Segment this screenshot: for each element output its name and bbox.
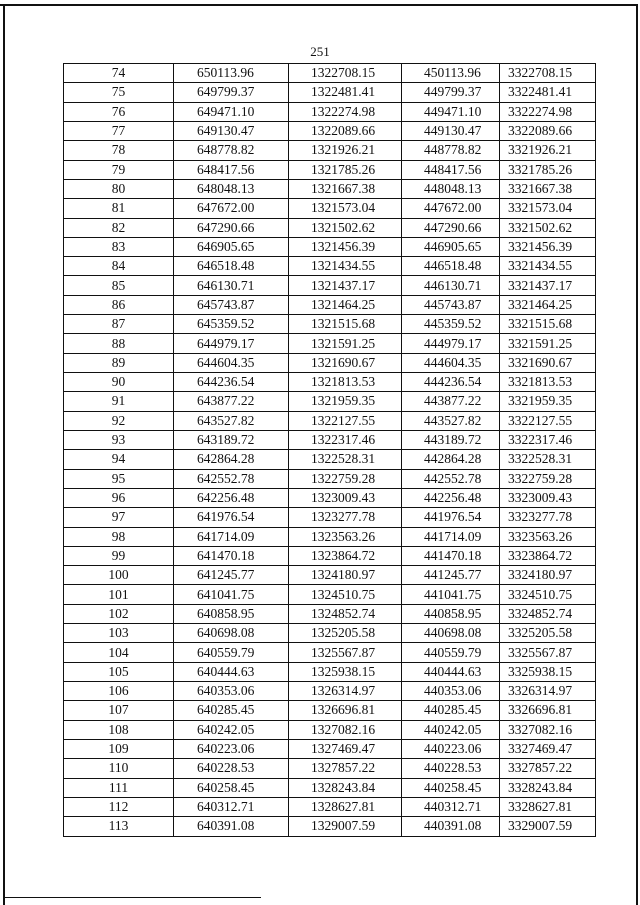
point-number-cell: 91 (64, 392, 174, 411)
x-coordinate-cell: 642864.28 (174, 450, 289, 469)
table-row (64, 546, 596, 565)
y-coordinate-cell: 1325567.87 (289, 643, 402, 662)
x-coordinate-cell: 648417.56 (174, 160, 289, 179)
x2-coordinate-cell: 447672.00 (402, 199, 500, 218)
y-coordinate-cell: 1321926.21 (289, 141, 402, 160)
x-coordinate-cell: 640242.05 (174, 720, 289, 739)
x-coordinate-cell: 641714.09 (174, 527, 289, 546)
x2-coordinate-cell: 447290.66 (402, 218, 500, 237)
table-row (64, 199, 596, 218)
x-coordinate-cell: 640312.71 (174, 797, 289, 816)
point-number-cell: 109 (64, 739, 174, 758)
table-row (64, 643, 596, 662)
y2-coordinate-cell: 3321434.55 (500, 257, 596, 276)
x-coordinate-cell: 641041.75 (174, 585, 289, 604)
point-number-cell: 89 (64, 353, 174, 372)
y-coordinate-cell: 1328627.81 (289, 797, 402, 816)
x-coordinate-cell: 646130.71 (174, 276, 289, 295)
x2-coordinate-cell: 440312.71 (402, 797, 500, 816)
y-coordinate-cell: 1327857.22 (289, 759, 402, 778)
table-row (64, 179, 596, 198)
table-row (64, 430, 596, 449)
table-row (64, 604, 596, 623)
x-coordinate-cell: 640858.95 (174, 604, 289, 623)
point-number-cell: 83 (64, 237, 174, 256)
point-number-cell: 87 (64, 315, 174, 334)
table-row (64, 527, 596, 546)
x2-coordinate-cell: 440285.45 (402, 701, 500, 720)
table-row (64, 276, 596, 295)
y-coordinate-cell: 1329007.59 (289, 817, 402, 836)
x2-coordinate-cell: 445359.52 (402, 315, 500, 334)
point-number-cell: 102 (64, 604, 174, 623)
x2-coordinate-cell: 441976.54 (402, 508, 500, 527)
y-coordinate-cell: 1324852.74 (289, 604, 402, 623)
point-number-cell: 100 (64, 566, 174, 585)
point-number-cell: 97 (64, 508, 174, 527)
x-coordinate-cell: 643189.72 (174, 430, 289, 449)
point-number-cell: 93 (64, 430, 174, 449)
y2-coordinate-cell: 3325938.15 (500, 662, 596, 681)
table-row (64, 411, 596, 430)
x-coordinate-cell: 646905.65 (174, 237, 289, 256)
x-coordinate-cell: 649471.10 (174, 102, 289, 121)
table-row (64, 160, 596, 179)
y2-coordinate-cell: 3325567.87 (500, 643, 596, 662)
table-row (64, 585, 596, 604)
x2-coordinate-cell: 440444.63 (402, 662, 500, 681)
x-coordinate-cell: 640698.08 (174, 624, 289, 643)
y-coordinate-cell: 1326314.97 (289, 682, 402, 701)
point-number-cell: 76 (64, 102, 174, 121)
x2-coordinate-cell: 440228.53 (402, 759, 500, 778)
point-number-cell: 108 (64, 720, 174, 739)
y-coordinate-cell: 1327082.16 (289, 720, 402, 739)
table-row (64, 373, 596, 392)
x-coordinate-cell: 644604.35 (174, 353, 289, 372)
x2-coordinate-cell: 444604.35 (402, 353, 500, 372)
y-coordinate-cell: 1321464.25 (289, 295, 402, 314)
y-coordinate-cell: 1321813.53 (289, 373, 402, 392)
x2-coordinate-cell: 442256.48 (402, 488, 500, 507)
point-number-cell: 111 (64, 778, 174, 797)
x2-coordinate-cell: 444979.17 (402, 334, 500, 353)
y-coordinate-cell: 1323563.26 (289, 527, 402, 546)
y2-coordinate-cell: 3323864.72 (500, 546, 596, 565)
y2-coordinate-cell: 3322317.46 (500, 430, 596, 449)
y2-coordinate-cell: 3324510.75 (500, 585, 596, 604)
y2-coordinate-cell: 3321456.39 (500, 237, 596, 256)
point-number-cell: 105 (64, 662, 174, 681)
x2-coordinate-cell: 440698.08 (402, 624, 500, 643)
table-row (64, 682, 596, 701)
y-coordinate-cell: 1321434.55 (289, 257, 402, 276)
x2-coordinate-cell: 449130.47 (402, 121, 500, 140)
x-coordinate-cell: 641245.77 (174, 566, 289, 585)
x2-coordinate-cell: 440242.05 (402, 720, 500, 739)
point-number-cell: 112 (64, 797, 174, 816)
x-coordinate-cell: 640258.45 (174, 778, 289, 797)
table-row (64, 469, 596, 488)
x2-coordinate-cell: 444236.54 (402, 373, 500, 392)
table-row (64, 701, 596, 720)
point-number-cell: 98 (64, 527, 174, 546)
y2-coordinate-cell: 3321690.67 (500, 353, 596, 372)
x-coordinate-cell: 642256.48 (174, 488, 289, 507)
table-row (64, 295, 596, 314)
table-row (64, 797, 596, 816)
point-number-cell: 110 (64, 759, 174, 778)
footnote-rule (3, 897, 261, 898)
x2-coordinate-cell: 442864.28 (402, 450, 500, 469)
y2-coordinate-cell: 3322089.66 (500, 121, 596, 140)
coordinates-table-body (64, 64, 596, 837)
point-number-cell: 78 (64, 141, 174, 160)
x-coordinate-cell: 640391.08 (174, 817, 289, 836)
point-number-cell: 90 (64, 373, 174, 392)
y2-coordinate-cell: 3323563.26 (500, 527, 596, 546)
y-coordinate-cell: 1322127.55 (289, 411, 402, 430)
point-number-cell: 74 (64, 64, 174, 83)
y2-coordinate-cell: 3324852.74 (500, 604, 596, 623)
page-frame-right-border (636, 4, 638, 905)
x2-coordinate-cell: 441714.09 (402, 527, 500, 546)
x-coordinate-cell: 645743.87 (174, 295, 289, 314)
x2-coordinate-cell: 441245.77 (402, 566, 500, 585)
point-number-cell: 85 (64, 276, 174, 295)
table-row (64, 624, 596, 643)
y2-coordinate-cell: 3326314.97 (500, 682, 596, 701)
x2-coordinate-cell: 448417.56 (402, 160, 500, 179)
y2-coordinate-cell: 3324180.97 (500, 566, 596, 585)
x2-coordinate-cell: 449471.10 (402, 102, 500, 121)
y2-coordinate-cell: 3322127.55 (500, 411, 596, 430)
point-number-cell: 107 (64, 701, 174, 720)
y-coordinate-cell: 1327469.47 (289, 739, 402, 758)
y-coordinate-cell: 1321690.67 (289, 353, 402, 372)
y2-coordinate-cell: 3321573.04 (500, 199, 596, 218)
y-coordinate-cell: 1321515.68 (289, 315, 402, 334)
x2-coordinate-cell: 443189.72 (402, 430, 500, 449)
x-coordinate-cell: 640444.63 (174, 662, 289, 681)
y-coordinate-cell: 1328243.84 (289, 778, 402, 797)
x-coordinate-cell: 644979.17 (174, 334, 289, 353)
x2-coordinate-cell: 448778.82 (402, 141, 500, 160)
page-frame-left-border (3, 4, 5, 905)
x2-coordinate-cell: 440223.06 (402, 739, 500, 758)
point-number-cell: 106 (64, 682, 174, 701)
x-coordinate-cell: 641470.18 (174, 546, 289, 565)
table-row (64, 817, 596, 836)
point-number-cell: 101 (64, 585, 174, 604)
y2-coordinate-cell: 3325205.58 (500, 624, 596, 643)
x2-coordinate-cell: 443527.82 (402, 411, 500, 430)
y2-coordinate-cell: 3328627.81 (500, 797, 596, 816)
point-number-cell: 79 (64, 160, 174, 179)
point-number-cell: 94 (64, 450, 174, 469)
y-coordinate-cell: 1322528.31 (289, 450, 402, 469)
x-coordinate-cell: 642552.78 (174, 469, 289, 488)
y2-coordinate-cell: 3321437.17 (500, 276, 596, 295)
point-number-cell: 99 (64, 546, 174, 565)
y2-coordinate-cell: 3328243.84 (500, 778, 596, 797)
x2-coordinate-cell: 442552.78 (402, 469, 500, 488)
x-coordinate-cell: 649799.37 (174, 83, 289, 102)
point-number-cell: 96 (64, 488, 174, 507)
y2-coordinate-cell: 3321515.68 (500, 315, 596, 334)
x2-coordinate-cell: 450113.96 (402, 64, 500, 83)
y2-coordinate-cell: 3322528.31 (500, 450, 596, 469)
point-number-cell: 84 (64, 257, 174, 276)
x2-coordinate-cell: 448048.13 (402, 179, 500, 198)
x-coordinate-cell: 644236.54 (174, 373, 289, 392)
x-coordinate-cell: 643877.22 (174, 392, 289, 411)
x2-coordinate-cell: 446130.71 (402, 276, 500, 295)
y2-coordinate-cell: 3327469.47 (500, 739, 596, 758)
y-coordinate-cell: 1324510.75 (289, 585, 402, 604)
y-coordinate-cell: 1325938.15 (289, 662, 402, 681)
y-coordinate-cell: 1321959.35 (289, 392, 402, 411)
point-number-cell: 75 (64, 83, 174, 102)
point-number-cell: 88 (64, 334, 174, 353)
y-coordinate-cell: 1321456.39 (289, 237, 402, 256)
y-coordinate-cell: 1321667.38 (289, 179, 402, 198)
table-row (64, 83, 596, 102)
x2-coordinate-cell: 440353.06 (402, 682, 500, 701)
point-number-cell: 92 (64, 411, 174, 430)
table-row (64, 102, 596, 121)
table-row (64, 566, 596, 585)
y2-coordinate-cell: 3327857.22 (500, 759, 596, 778)
table-row (64, 720, 596, 739)
y2-coordinate-cell: 3321785.26 (500, 160, 596, 179)
table-row (64, 662, 596, 681)
y2-coordinate-cell: 3323277.78 (500, 508, 596, 527)
y2-coordinate-cell: 3329007.59 (500, 817, 596, 836)
x-coordinate-cell: 648778.82 (174, 141, 289, 160)
x2-coordinate-cell: 441470.18 (402, 546, 500, 565)
y-coordinate-cell: 1322708.15 (289, 64, 402, 83)
y2-coordinate-cell: 3322759.28 (500, 469, 596, 488)
y-coordinate-cell: 1322759.28 (289, 469, 402, 488)
x-coordinate-cell: 640228.53 (174, 759, 289, 778)
y2-coordinate-cell: 3323009.43 (500, 488, 596, 507)
x-coordinate-cell: 650113.96 (174, 64, 289, 83)
x2-coordinate-cell: 440858.95 (402, 604, 500, 623)
y2-coordinate-cell: 3322481.41 (500, 83, 596, 102)
x2-coordinate-cell: 443877.22 (402, 392, 500, 411)
point-number-cell: 82 (64, 218, 174, 237)
y-coordinate-cell: 1326696.81 (289, 701, 402, 720)
y-coordinate-cell: 1321591.25 (289, 334, 402, 353)
x-coordinate-cell: 640559.79 (174, 643, 289, 662)
y-coordinate-cell: 1321573.04 (289, 199, 402, 218)
x2-coordinate-cell: 440559.79 (402, 643, 500, 662)
y-coordinate-cell: 1321437.17 (289, 276, 402, 295)
x2-coordinate-cell: 446518.48 (402, 257, 500, 276)
x2-coordinate-cell: 440258.45 (402, 778, 500, 797)
y-coordinate-cell: 1323009.43 (289, 488, 402, 507)
x2-coordinate-cell: 445743.87 (402, 295, 500, 314)
table-row (64, 508, 596, 527)
point-number-cell: 103 (64, 624, 174, 643)
x-coordinate-cell: 640353.06 (174, 682, 289, 701)
x-coordinate-cell: 649130.47 (174, 121, 289, 140)
coordinates-table (63, 63, 596, 837)
table-row (64, 392, 596, 411)
point-number-cell: 95 (64, 469, 174, 488)
table-row (64, 315, 596, 334)
y-coordinate-cell: 1324180.97 (289, 566, 402, 585)
table-row (64, 450, 596, 469)
y-coordinate-cell: 1322481.41 (289, 83, 402, 102)
y-coordinate-cell: 1322089.66 (289, 121, 402, 140)
table-row (64, 488, 596, 507)
x-coordinate-cell: 646518.48 (174, 257, 289, 276)
table-row (64, 237, 596, 256)
table-row (64, 257, 596, 276)
y2-coordinate-cell: 3322274.98 (500, 102, 596, 121)
y2-coordinate-cell: 3322708.15 (500, 64, 596, 83)
y-coordinate-cell: 1321785.26 (289, 160, 402, 179)
table-row (64, 353, 596, 372)
point-number-cell: 77 (64, 121, 174, 140)
table-row (64, 141, 596, 160)
point-number-cell: 86 (64, 295, 174, 314)
x-coordinate-cell: 645359.52 (174, 315, 289, 334)
table-row (64, 739, 596, 758)
table-row (64, 334, 596, 353)
y2-coordinate-cell: 3321591.25 (500, 334, 596, 353)
x-coordinate-cell: 641976.54 (174, 508, 289, 527)
page-number: 251 (310, 44, 330, 59)
y2-coordinate-cell: 3327082.16 (500, 720, 596, 739)
table-row (64, 218, 596, 237)
x-coordinate-cell: 647672.00 (174, 199, 289, 218)
point-number-cell: 80 (64, 179, 174, 198)
table-row (64, 64, 596, 83)
x2-coordinate-cell: 440391.08 (402, 817, 500, 836)
x2-coordinate-cell: 441041.75 (402, 585, 500, 604)
x-coordinate-cell: 640223.06 (174, 739, 289, 758)
y2-coordinate-cell: 3321667.38 (500, 179, 596, 198)
y2-coordinate-cell: 3321926.21 (500, 141, 596, 160)
point-number-cell: 104 (64, 643, 174, 662)
x2-coordinate-cell: 449799.37 (402, 83, 500, 102)
x-coordinate-cell: 648048.13 (174, 179, 289, 198)
y2-coordinate-cell: 3326696.81 (500, 701, 596, 720)
y2-coordinate-cell: 3321464.25 (500, 295, 596, 314)
y-coordinate-cell: 1322274.98 (289, 102, 402, 121)
y-coordinate-cell: 1321502.62 (289, 218, 402, 237)
y-coordinate-cell: 1325205.58 (289, 624, 402, 643)
y2-coordinate-cell: 3321813.53 (500, 373, 596, 392)
x-coordinate-cell: 640285.45 (174, 701, 289, 720)
table-row (64, 121, 596, 140)
page-frame-top-border (0, 4, 638, 6)
y2-coordinate-cell: 3321959.35 (500, 392, 596, 411)
table-row (64, 759, 596, 778)
y2-coordinate-cell: 3321502.62 (500, 218, 596, 237)
y-coordinate-cell: 1323864.72 (289, 546, 402, 565)
y-coordinate-cell: 1323277.78 (289, 508, 402, 527)
point-number-cell: 113 (64, 817, 174, 836)
table-row (64, 778, 596, 797)
x-coordinate-cell: 647290.66 (174, 218, 289, 237)
y-coordinate-cell: 1322317.46 (289, 430, 402, 449)
x-coordinate-cell: 643527.82 (174, 411, 289, 430)
x2-coordinate-cell: 446905.65 (402, 237, 500, 256)
point-number-cell: 81 (64, 199, 174, 218)
